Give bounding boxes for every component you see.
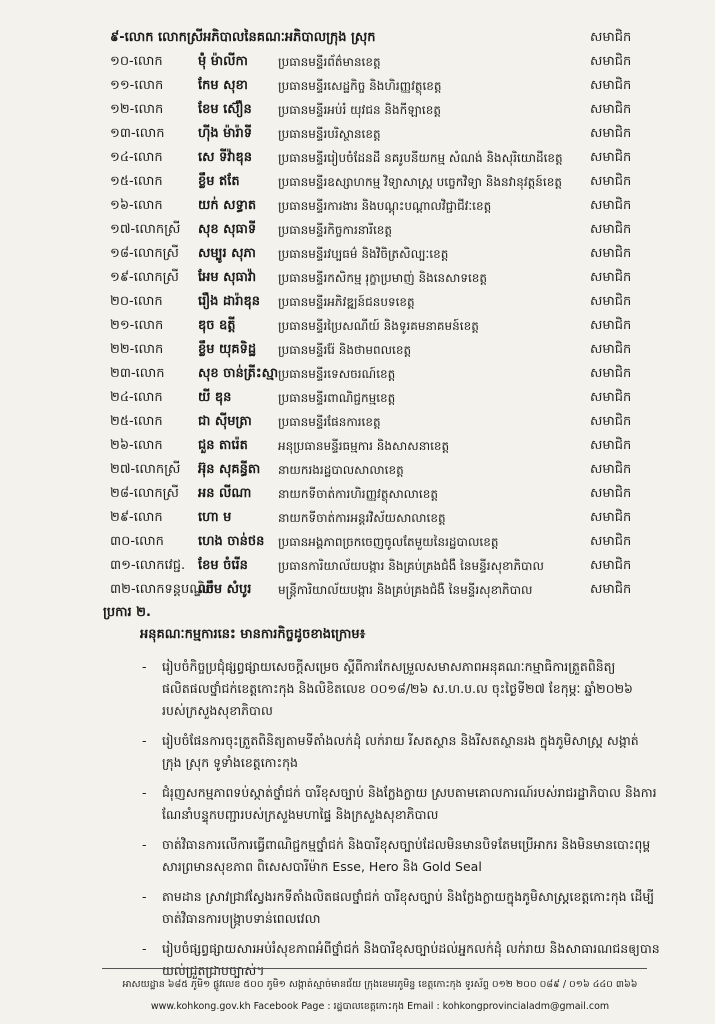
member-number: ៣១-លោកវេជ្ជ. — [110, 558, 186, 573]
member-name: ខែម ចំរើន — [198, 558, 248, 573]
task-item — [140, 886, 660, 930]
member-name: យក់ សទ្ធាត — [198, 198, 257, 213]
member-row — [110, 98, 670, 122]
member-row — [110, 386, 670, 410]
bullet-dash: - — [142, 733, 147, 748]
footer-divider — [102, 968, 647, 969]
member-name: ហ៊ីង ម៉ារ៉ាទី — [198, 126, 253, 141]
member-position: មន្ត្រីការិយាល័យបង្ការ និងគ្រប់គ្រងជំងឺ នៃមន្ទីរសុខាភិបាល — [278, 583, 533, 597]
member-name: ហោ ម — [198, 510, 232, 525]
member-role: សមាជិក — [590, 582, 632, 597]
member-name: សេ ទីវ៉ាឌុន — [198, 150, 253, 165]
member-position: ប្រធានមន្ទីរបរិស្ថានខេត្ត — [278, 127, 381, 141]
member-role: សមាជិក — [590, 30, 632, 45]
member-name: សុខ ចាន់ត្រីះស្មា — [198, 366, 279, 381]
member-name: ឈឹម សំបូរ — [198, 582, 252, 597]
member-role: សមាជិក — [590, 558, 632, 573]
member-position: ប្រធានមន្ទីររ៉ែ និងថាមពលខេត្ត — [278, 343, 412, 357]
member-position: ប្រធានមន្ទីរអភិវឌ្ឍន៍ជនបទខេត្ត — [278, 295, 415, 309]
member-position: ប្រធានមន្ទីរផែនការខេត្ត — [278, 415, 381, 429]
member-number: ១០-លោក — [110, 54, 163, 69]
member-number: ១៣-លោក — [110, 126, 165, 141]
member-role: សមាជិក — [590, 462, 632, 477]
member-position: ប្រធានមន្ទីរកិច្ចការនារីខេត្ត — [278, 223, 393, 237]
member-position: ប្រធានមន្ទីរព័ត៌មានខេត្ត — [278, 55, 381, 69]
member-role: សមាជិក — [590, 54, 632, 69]
member-name: ខែម ស៊ឿន — [198, 102, 252, 117]
member-number: ២៧-លោកស្រី — [110, 462, 181, 477]
member-number: ៣២-លោកទន្តបណ្ឌិត — [110, 582, 214, 597]
member-row — [110, 170, 670, 194]
member-role: សមាជិក — [590, 246, 632, 261]
member-name: ខ្លឹម ឥតែ — [198, 174, 240, 189]
task-text: រៀបចំផ្សព្វផ្សាយសារអប់រំសុខភាពអំពីថ្នាំជក់ និងបារីខុសច្បាប់ដល់អ្នកលក់ដុំ លក់រាយ និងសាធារណជនឲ្យបានយល់ជ្រួតជ្រាបច្បាស់។ — [162, 941, 660, 978]
member-row — [110, 434, 670, 458]
member-role: សមាជិក — [590, 438, 632, 453]
member-row — [110, 362, 670, 386]
member-position: ប្រធានមន្ទីរអប់រំ យុវជន និងកីឡាខេត្ត — [278, 103, 441, 117]
bullet-dash: - — [142, 785, 147, 800]
task-list — [140, 656, 660, 990]
member-role: សមាជិក — [590, 150, 632, 165]
member-role: សមាជិក — [590, 78, 632, 93]
member-role: សមាជិក — [590, 486, 632, 501]
bullet-dash: - — [142, 659, 147, 674]
member-number: ២៩-លោក — [110, 510, 163, 525]
task-text: តាមដាន ស្រាវជ្រាវស្វែងរកទីតាំងលិតផលថ្នាំជក់ បារីខុសច្បាប់ និងក្លែងក្លាយក្នុងភូមិសាស្ត្រខេត្តកោះកុង ដើម្បីចាត់វិធានការបង្ក្រាបទាន់ពេលវេលា — [162, 889, 655, 926]
member-row — [110, 410, 670, 434]
member-row — [110, 146, 670, 170]
footer-address: អាសយដ្ឋាន ៦៨៥ ភូមិ១ ផ្លូវលេខ ៥០០ ភូមិ១ សង្កាត់ស្មាច់មានជ័យ ក្រុងខេមរភូមិន្ទ ខេត្តកោះកុង ទូរស័ព្ទ ០១២ ២០០ ០៨៩ / ០១៦ ៤៤០ ៣៦៦ — [122, 979, 638, 990]
member-position: ប្រធានការិយាល័យបង្ការ និងគ្រប់គ្រងជំងឺ នៃមន្ទីរសុខាភិបាល — [278, 559, 544, 573]
member-position: ប្រធានមន្ទីរសេដ្ឋកិច្ច និងហិរញ្ញវត្ថុខេត្ត — [278, 79, 442, 93]
member-number: ២៨-លោកស្រី — [110, 486, 179, 501]
member-row — [110, 50, 670, 74]
member-name: ម៉ុំ ម៉ាលីកា — [198, 54, 248, 69]
member-role: សមាជិក — [590, 198, 632, 213]
footer — [100, 974, 660, 1018]
member-row — [110, 290, 670, 314]
member-number: ១៧-លោកស្រី — [110, 222, 181, 237]
member-row — [110, 482, 670, 506]
member-position: ប្រធានមន្ទីរការងារ និងបណ្តុះបណ្តាលវិជ្ជាជីវៈខេត្ត — [278, 199, 492, 213]
member-role: សមាជិក — [590, 510, 632, 525]
member-position: ប្រធានមន្ទីរកសិកម្ម រុក្ខាប្រមាញ់ និងនេសាទខេត្ត — [278, 271, 488, 285]
task-item — [140, 730, 660, 774]
member-name: ជួន តារ៉េត — [198, 438, 248, 453]
member-number: ១២-លោក — [110, 102, 164, 117]
member-number: ៩-លោក លោកស្រីអភិបាលនៃគណៈអភិបាលក្រុង ស្រុក — [110, 30, 376, 45]
member-role: សមាជិក — [590, 294, 632, 309]
member-role: សមាជិក — [590, 270, 632, 285]
task-item — [140, 834, 660, 878]
member-number: ២៣-លោក — [110, 366, 165, 381]
member-role: សមាជិក — [590, 126, 632, 141]
member-position: ប្រធានមន្ទីរវប្បធម៌ និងវិចិត្រសិល្បៈខេត្ត — [278, 247, 449, 261]
member-row — [110, 266, 670, 290]
member-row — [110, 218, 670, 242]
member-role: សមាជិក — [590, 318, 632, 333]
member-number: ១៤-លោក — [110, 150, 163, 165]
footer-contact: www.kohkong.gov.kh Facebook Page : រដ្ឋបាលខេត្តកោះកុង Email : kohkongprovincialadm@gmail.com — [150, 1001, 610, 1012]
member-row — [110, 242, 670, 266]
member-row — [110, 554, 670, 578]
member-position: ប្រធានមន្ទីរពាណិជ្ជកម្មខេត្ត — [278, 391, 396, 405]
member-number: ១៩-លោកស្រី — [110, 270, 179, 285]
member-role: សមាជិក — [590, 102, 632, 117]
bullet-dash: - — [142, 941, 147, 956]
task-text: រៀបចំផែនការចុះត្រួតពិនិត្យតាមទីតាំងលក់ដុំ លក់រាយ រីសតស្ថាន និងរីសតស្ថានរង ក្នុងភូមិសាស្ត្រ សង្កាត់ ក្រុង ស្រុក ទូទាំងខេត្តកោះកុង — [162, 733, 639, 770]
member-name: អន លីណា — [198, 486, 252, 501]
member-position: អនុប្រធានមន្ទីរធម្មការ និងសាសនាខេត្ត — [278, 439, 450, 453]
bullet-dash: - — [142, 837, 147, 852]
member-role: សមាជិក — [590, 174, 632, 189]
member-position: ប្រធានមន្ទីរទេសចរណ៍ខេត្ត — [278, 367, 396, 381]
member-role: សមាជិក — [590, 342, 632, 357]
task-text: រៀបចំកិច្ចប្រជុំផ្សព្វផ្សាយសេចក្តីសម្រេច ស្តីពីការកែសម្រួលសមាសភាពអនុគណៈកម្មាធិការត្រួតពិនិត្យផលិតផលថ្នាំជក់ខេត្តកោះកុង និងលិខិតលេខ ០០១៨/២៦ ស.ហ.ប.ល ចុះថ្ងៃទី២៧ ខែកុម្ភៈ ឆ្នាំ២០២៦ របស់ក្រសួងសុខាភិបាល — [162, 659, 633, 718]
member-position: ប្រធានមន្ទីរឧស្សាហកម្ម វិទ្យាសាស្ត្រ បច្ចេកវិទ្យា និងនវានុវត្តន៍ខេត្ត — [278, 175, 562, 189]
member-number: ២៦-លោក — [110, 438, 163, 453]
tasks-intro: អនុគណៈកម្មការនេះ មានការកិច្ចដូចខាងក្រោម៖ — [140, 627, 366, 642]
member-row — [110, 122, 670, 146]
member-position: ប្រធានអង្គភាពច្រកចេញចូលតែមួយនៃរដ្ឋបាលខេត្ត — [278, 535, 499, 549]
member-row — [110, 26, 670, 50]
member-position: នាយកទីចាត់ការហិរញ្ញវត្ថុសាលាខេត្ត — [278, 487, 438, 501]
member-row — [110, 338, 670, 362]
member-position: នាយករងរដ្ឋបាលសាលាខេត្ត — [278, 463, 404, 477]
article-heading: ប្រការ ២. — [103, 605, 151, 620]
member-role: សមាជិក — [590, 414, 632, 429]
member-number: ២៤-លោក — [110, 390, 163, 405]
task-item — [140, 782, 660, 826]
member-name: យី ឌុន — [198, 390, 232, 405]
member-number: ៣០-លោក — [110, 534, 164, 549]
member-row — [110, 458, 670, 482]
member-role: សមាជិក — [590, 390, 632, 405]
member-number: ២៥-លោក — [110, 414, 163, 429]
member-name: សុខ សុធាទី — [198, 222, 257, 237]
member-name: ខ្លឹម យុគទិដ្ឋ — [198, 342, 257, 357]
member-number: ២២-លោក — [110, 342, 164, 357]
member-name: ជា ស៊ីមត្រា — [198, 414, 252, 429]
member-position: ប្រធានមន្ទីររៀបចំដែនដី នគរូបនីយកម្ម សំណង់ និងសុរិយោដីខេត្ត — [278, 151, 563, 165]
member-row — [110, 578, 670, 602]
member-number: ១៦-លោក — [110, 198, 163, 213]
bullet-dash: - — [142, 889, 147, 904]
member-name: អ៊ុន សុគន្ធីតា — [198, 462, 261, 477]
member-name: សម្បូរ សុភា — [198, 246, 256, 261]
member-row — [110, 506, 670, 530]
task-text: ជំរុញសកម្មភាពទប់ស្កាត់ថ្នាំជក់ បារីខុសច្បាប់ និងក្លែងក្លាយ ស្របតាមគោលការណ៍របស់រាជរដ្ឋាភិបាល និងការណែនាំបន្ទុកបញ្ជារបស់ក្រសួងមហាផ្ទៃ និងក្រសួងសុខាភិបាល — [162, 785, 657, 822]
member-role: សមាជិក — [590, 366, 632, 381]
member-row — [110, 194, 670, 218]
member-number: ១៥-លោក — [110, 174, 163, 189]
member-role: សមាជិក — [590, 534, 632, 549]
member-name: អែម សុធាវ៉ា — [198, 270, 257, 285]
task-text: ចាត់វិធានការលើការធ្វើពាណិជ្ជកម្មថ្នាំជក់ និងបារីខុសច្បាប់ដែលមិនមានបិទតែមប្រើអាករ និងមិនមានបោះពុម្ពសារព្រមានសុខភាព ពិសេសបារីម៉ាក Esse, Hero និង Gold Seal — [162, 837, 651, 874]
task-item — [140, 656, 660, 722]
member-number: ២១-លោក — [110, 318, 164, 333]
member-name: កែម សុខា — [198, 78, 248, 93]
member-name: ឌុច ឧត្តី — [198, 318, 236, 333]
member-list — [110, 26, 670, 602]
member-number: ១១-លោក — [110, 78, 164, 93]
member-role: សមាជិក — [590, 222, 632, 237]
member-row — [110, 74, 670, 98]
member-name: រឿង ដារ៉ាឌុន — [198, 294, 261, 309]
member-row — [110, 530, 670, 554]
member-number: ២០-លោក — [110, 294, 163, 309]
member-position: ប្រធានមន្ទីរប្រៃសណីយ៍ និងទូរគមនាគមន៍ខេត្ត — [278, 319, 479, 333]
member-row — [110, 314, 670, 338]
member-number: ១៨-លោកស្រី — [110, 246, 179, 261]
member-name: ហេង ចាន់ថន — [198, 534, 265, 549]
member-position: នាយកទីចាត់ការអន្តរវិស័យសាលាខេត្ត — [278, 511, 446, 525]
